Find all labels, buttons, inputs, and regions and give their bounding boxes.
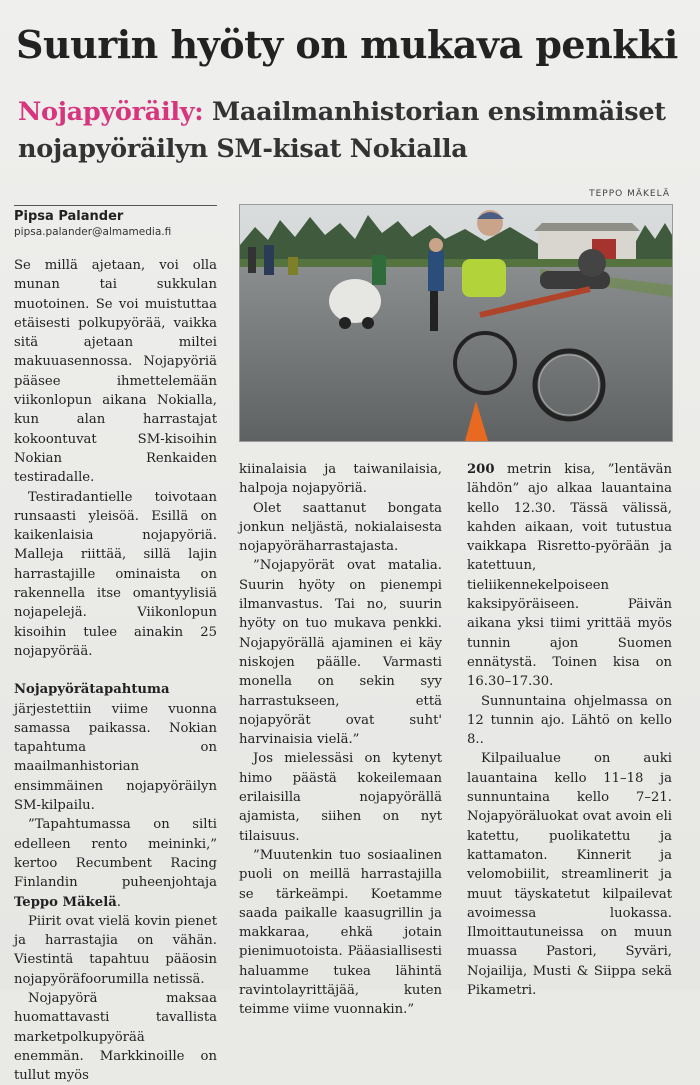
photo-credit: TEPPO MÄKELÄ [589, 189, 670, 199]
article-column-3 [467, 460, 672, 1000]
article-column-1 [14, 256, 217, 1085]
article-column-2 [239, 460, 442, 1020]
subheadline [18, 94, 678, 168]
headline: Suurin hyöty on mukava penkki [16, 22, 678, 67]
paragraph: Piirit ovat vielä kovin pienet ja harrastajia on vähän. Viestintä tapahtuu pääosin nojapyöräfoorumilla netissä. [14, 913, 217, 987]
paragraph: ”Nojapyörät ovat matalia. Suurin hyöty on pienempi ilmanvastus. Tai no, suurin hyöty on tuo mukava penkki. Nojapyörällä ajaminen ei käy niskojen päälle. Varmasti monella on sekin syy harrastukseen, että nojapyörät ovat suht' harvinaisia vielä.” [239, 558, 442, 748]
byline-rule [14, 205, 217, 206]
paragraph: Sunnuntaina ohjelmassa on 12 tunnin ajo. Lähtö on kello 8.. [467, 693, 672, 748]
paragraph: Kilpailualue on auki lauantaina kello 11–18 ja sunnuntaina kello 7–21. Nojapyöräluokat ovat avoin eli katettu, puolikatettu ja kattamaton. Kinnerit ja velomobiilit, streamlinerit ja muut täyskatetut kilpailevat avoimessa luokassa. Ilmoittautuneissa on muun muassa Pastori, Syväri, Nojailija, Musti & Siippa sekä Pikametri. [467, 751, 672, 999]
lead-in: 200 [467, 462, 495, 477]
paragraph: kiinalaisia ja taiwanilaisia, halpoja nojapyöriä. [239, 462, 442, 497]
paragraph: Nojapyörätapahtuma järjestettiin viime vuonna samassa paikassa. Nokian tapahtuma on maailmanhistorian ensimmäinen nojapyöräilyn SM-kilpailu. [14, 682, 217, 814]
paragraph: Testiradantielle toivotaan runsaasti yleisöä. Esillä on kaikenlaisia nojapyöriä. Malleja riittää, sillä lajin harrastajille ominaista on rakennella itse omantyylisiä nojapelejä. Viikonlopun kisoihin tulee ainakin 25 nojapyörää. [14, 489, 217, 659]
paragraph: 200 metrin kisa, ”lentävän lähdön” ajo alkaa lauantaina kello 12.30. Tässä välissä, kahden aikaan, voit tutustua vaikkapa Risretto-pyörään ja katettuun, tieliikennekelpoiseen kaksipyöräiseen. Päivän aikana yksi tiimi yrittää myös tunnin ajon Suomen ennätystä. Toinen kisa on 16.30–17.30. [467, 462, 672, 690]
paragraph: ”Muutenkin tuo sosiaalinen puoli on meillä harrastajilla se tärkeämpi. Koetamme saada paikalle kaasugrillin ja makkaraa, ehkä jotain pienimuotoista. Pääasiallisesti haluamme tukea lähintä ravintolayrittäjää, kuten teimme viime vuonnakin.” [239, 847, 442, 1018]
author-name: Pipsa Palander [14, 209, 124, 224]
article-photo [239, 204, 673, 442]
lead-in: Nojapyörätapahtuma [14, 682, 170, 698]
paragraph: Se millä ajetaan, voi olla munan tai sukkulan muotoinen. Se voi muistuttaa etäisesti polkupyörää, vaikka sitä ajetaan miltei makuuasennossa. Nojapyöriä pääsee ihmettelemään viikonlopun aikana Nokialla, kun alan harrastajat kokoontuvat SM-kisoihin Nokian Renkaiden testiradalle. [14, 258, 217, 486]
paragraph: ”Tapahtumassa on silti edelleen rento meininki,” kertoo Recumbent Racing Finlandin puheenjohtaja Teppo Mäkelä. [14, 817, 217, 910]
paragraph: Jos mielessäsi on kytenyt himo päästä kokeilemaan erilaisilla nojapyörällä ajamista, siihen on nyt tilaisuus. [239, 751, 442, 844]
paragraph: Nojapyörä maksaa huomattavasti tavallista marketpolkupyörää enemmän. Markkinoille on tullut myös [14, 990, 217, 1084]
paragraph: Olet saattanut bongata jonkun neljästä, nokialaisesta nojapyöräharrastajasta. [239, 500, 442, 555]
subhead-kicker: Nojapyöräily: [18, 97, 204, 127]
subhead-text: Maailmanhistorian ensimmäiset nojapyöräilyn SM-kisat Nokialla [18, 97, 666, 164]
author-email: pipsa.palander@almamedia.fi [14, 226, 172, 238]
person-name: Teppo Mäkelä [14, 894, 117, 910]
